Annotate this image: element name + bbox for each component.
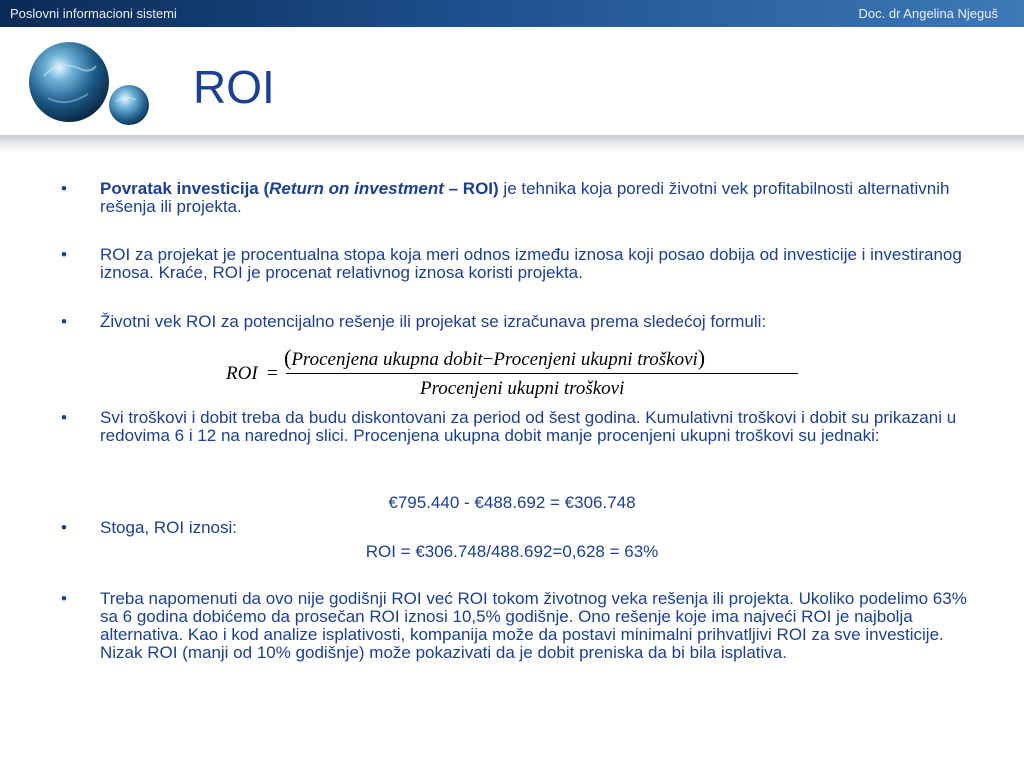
formula-numerator — [284, 345, 705, 371]
formula-open-paren: ( — [284, 345, 292, 370]
bullet-formula-intro: • Životni vek ROI za potencijalno rešenje ili projekat se izračunava prema sledećoj formuli: — [100, 313, 968, 331]
bullet-annual-note: • Treba napomenuti da ovo nije godišnji ROI već ROI tokom životnog veka rešenja ili projekta. Ukoliko podelimo 63% sa 6 godina dobićemo da prosečan ROI iznosi 10,5% godišnje. Ono rešenje koje ima najveći ROI je najbolja alternativa. Kao i kod analize isplativosti, kompanija može da postavi minimalni prihvatljivi ROI za sve investicije. Nizak ROI (manji od 10% godišnje) može pokazivati da je dobit preniska da bi bila isplativa. — [100, 590, 968, 662]
term-bold-start: Povratak investicija ( — [100, 179, 270, 198]
definition-text: je tehnika koja poredi životni vek profitabilnosti alternativnih rešenja ili projekta. — [100, 179, 950, 216]
term-bold-italic: Return on investment — [269, 179, 444, 198]
roi-formula — [220, 340, 820, 410]
author-name: Doc. dr Angelina Njeguš — [858, 6, 998, 21]
bullet-discounting: • Svi troškovi i dobit treba da budu diskontovani za period od šest godina. Kumulativni troškovi i dobit su prikazani u redovima 6 i 12 na narednoj slici. Procenjena ukupna dobit manje procenjeni ukupni troškovi su jednaki: — [100, 409, 968, 445]
formula-equals: = — [267, 363, 278, 384]
formula-close-paren: ) — [697, 345, 706, 370]
numerator-cost: Procenjeni ukupni troškovi — [493, 349, 698, 370]
slide-title: ROI — [193, 61, 275, 113]
formula-denominator: Procenjeni ukupni troškovi — [420, 378, 625, 399]
roi-calculation: ROI = €306.748/488.692=0,628 = 63% — [365, 542, 659, 561]
term-bold-end: – ROI) — [443, 179, 499, 198]
net-benefit-calculation: €795.440 - €488.692 = €306.748 — [388, 493, 636, 512]
bullet-roi-definition — [100, 180, 968, 216]
course-name: Poslovni informacioni sistemi — [10, 6, 177, 21]
numerator-benefit: Procenjena ukupna dobit — [291, 349, 483, 370]
bullet-roi-result-intro: • Stoga, ROI iznosi: — [100, 519, 968, 537]
fraction-bar — [286, 373, 798, 374]
formula-lhs: ROI — [226, 363, 258, 384]
formula-minus: − — [482, 349, 494, 370]
bullet-roi-rate: • ROI za projekat je procentualna stopa koja meri odnos između iznosa koji posao dobija od investicije i investiranog iznosa. Kraće, ROI je procenat relativnog iznosa koristi projekta. — [100, 246, 968, 282]
